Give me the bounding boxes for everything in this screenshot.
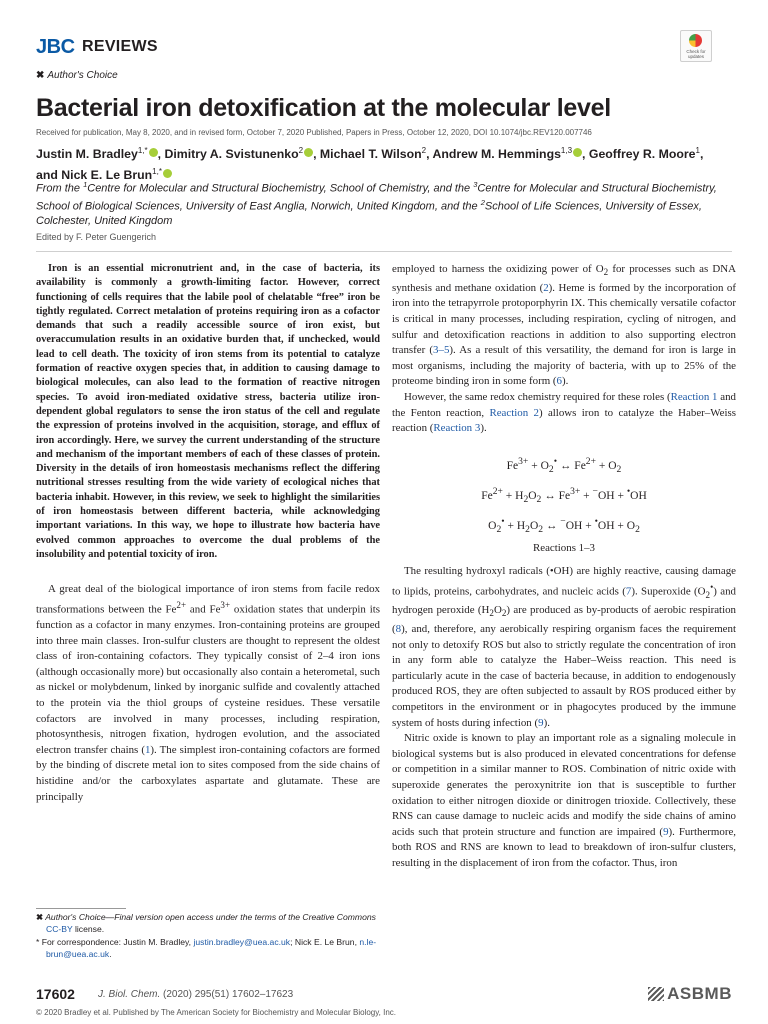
author-name[interactable]: Nick E. Le Brun <box>61 168 153 183</box>
author-list: Justin M. Bradley$^{1,*}$ , Dimitry A. Svistunenko$^2$ , Michael T. Wilson$^2$, Andrew M. Hemmings$^{1,3}$ , Geoffrey R. Moore$^1$, and Nick E. Le Brun$^{1,*}$ <box>36 146 704 183</box>
orcid-icon[interactable] <box>163 169 172 178</box>
author-name[interactable]: Dimitry A. Svistunenko <box>164 147 299 162</box>
publisher-logo: ASBMB <box>648 984 732 1004</box>
reference-link[interactable]: 1 <box>144 743 151 756</box>
journal-citation: J. Biol. Chem. (2020) 295(51) 17602–17623 <box>98 989 294 1000</box>
reference-link[interactable]: 8 <box>395 623 402 636</box>
copyright-notice: © 2020 Bradley et al. Published by The American Society for Biochemistry and Molecular Biology, Inc. <box>36 1008 396 1017</box>
page-number: 17602 <box>36 986 75 1002</box>
reference-link[interactable]: 7 <box>625 585 632 598</box>
header-divider <box>36 251 732 252</box>
footnote-divider <box>36 908 126 909</box>
reaction-link[interactable]: Reaction 1 <box>670 390 718 403</box>
journal-logo: JBC <box>36 36 75 58</box>
authors-choice-label: ✖ Author's Choice <box>36 70 118 81</box>
cc-by-link[interactable]: CC-BY <box>46 923 73 934</box>
author-name[interactable]: Justin M. Bradley <box>36 147 138 162</box>
article-title: Bacterial iron detoxification at the molecular level <box>36 94 611 122</box>
reference-link[interactable]: 9 <box>663 825 669 838</box>
reference-link[interactable]: 9 <box>538 716 544 729</box>
right-column <box>392 262 736 872</box>
authors-choice-icon: ✖ <box>36 70 45 81</box>
asbmb-icon <box>648 987 664 1001</box>
email-link[interactable]: justin.bradley@uea.ac.uk <box>193 937 291 947</box>
orcid-icon[interactable] <box>573 148 582 157</box>
left-column <box>36 262 380 805</box>
journal-header <box>36 36 732 58</box>
reaction-link[interactable]: Reaction 2 <box>489 406 539 419</box>
reaction-3: $O_2^• + H_2O_2$ ↔ $^-OH + ^•OH + O_2$ <box>488 515 640 535</box>
crossmark-icon <box>689 34 702 47</box>
orcid-icon[interactable] <box>304 148 313 157</box>
publication-history: Received for publication, May 8, 2020, and in revised form, October 7, 2020 Published, Papers in Press, October 12, 2020, DOI 10.1074/jbc.REV120.007746 <box>36 128 592 137</box>
body-paragraph: However, the same redox chemistry required for these roles (Reaction 1 and the Fenton reaction, Reaction 2) allows iron to catalyze the Haber–Weiss reaction (Reaction 3). <box>392 390 736 435</box>
reference-link[interactable]: 2 <box>543 281 549 294</box>
email-link[interactable]: n.le-brun@uea.ac.uk <box>46 937 377 959</box>
reference-link[interactable]: 6 <box>556 375 562 388</box>
abstract: Iron is an essential micronutrient and, in the case of bacteria, its availability is commonly a growth-limiting factor. However, correct functioning of cells requires that the labile pool of chelatable “free” iron be tightly regulated. Correct metalation of proteins requiring iron as a cofactor demands that such a readily accessible source of iron exist, but overaccumulation results in an oxidative burden that, if unchecked, would lead to cell death. The toxicity of iron stems from its potential to catalyze formation of reactive oxygen species that, in addition to causing damage to biological molecules, can also lead to the formation of reactive nitrogen species. To avoid iron-mediated oxidative stress, bacteria utilize iron-dependent global regulators to sense the iron status of the cell and regulate the expression of proteins involved in the acquisition, storage, and efflux of iron accordingly. Here, we survey the current understanding of the structure and mechanism of the important members of each of these classes of protein. Diversity in the details of iron homeostasis mechanisms reflect the differing nutritional stresses resulting from the wide variety of ecological niches that bacteria inhabit. However, in this review, we seek to highlight the similarities of iron homeostasis between different bacteria, while acknowledging important variations. In this way, we hope to illustrate how bacteria have evolved common approaches to overcome the dual problems of the insolubility and potential toxicity of iron. <box>36 263 380 560</box>
author-name[interactable]: Geoffrey R. Moore <box>588 147 696 162</box>
body-paragraph: A great deal of the biological importance of iron stems from facile redox transformations between the $Fe^{2+}$ and $Fe^{3+}$ oxidation states that underpin its function as a cofactor in many enzymes. Iron-containing proteins are grouped into three main classes. Iron-sulfur clusters are thought to represent the oldest class of iron-containing cofactors. They typically consist of 2–4 iron ions (although occasionally more) but occasionally also contain a heterometal, such as nickel or molybdenum, linked by inorganic sulfide and covalently attached to the protein via the thiol groups of cysteine residues. These versatile cofactors are involved in many processes, including respiration, photosynthesis, nitrogen fixation, hydrogen evolution, and the associated electron transfer chains (1). The simplest iron-containing cofactors are formed by the binding of discrete metal ion to sites composed from the side chains of histidine and/or the carboxylates aspartate and glutamate. These are principally <box>36 583 381 803</box>
orcid-icon[interactable] <box>149 148 158 157</box>
reaction-1: $Fe^{3+} + O_2^•$ ↔ $Fe^{2+} + O_2$ <box>506 455 622 475</box>
body-paragraph: employed to harness the oxidizing power of $O_2$ for processes such as DNA synthesis and methane oxidation (2). Heme is formed by the incorporation of iron into the tetrapyrrole protoporphyrin IX. This chemically versatile cofactor is critical in many processes, including respiration, cycling of nitrogen, and sulfur and detoxification reactions in addition to also supporting electron transfer (3–5). As a result of this versatility, the demand for iron is large in most organisms, including the majority of bacteria, with up to 25% of the proteome binding iron in some form (6). <box>392 263 736 388</box>
edited-by: Edited by F. Peter Guengerich <box>36 232 157 242</box>
author-name[interactable]: Michael T. Wilson <box>319 147 422 162</box>
reaction-link[interactable]: Reaction 3 <box>433 422 481 435</box>
check-for-updates-badge[interactable] <box>680 30 712 62</box>
reference-link[interactable]: 3–5 <box>433 344 450 357</box>
author-name[interactable]: Andrew M. Hemmings <box>432 147 561 162</box>
section-label: REVIEWS <box>82 38 158 55</box>
footnote-authors-choice: ✖ Author's Choice—Final version open access under the terms of the Creative Commons CC-BY license. <box>36 912 376 934</box>
reaction-2: $Fe^{2+} + H_2O_2$ ↔ $Fe^{3+} + ^-OH + ^•OH$ <box>481 485 647 505</box>
body-paragraph: The resulting hydroxyl radicals (•OH) are highly reactive, causing damage to lipids, proteins, carbohydrates, and nucleic acids (7). Superoxide $(O_2^•)$ and hydrogen peroxide $(H_2O_2)$ are produced as by-products of aerobic respiration (8), and, therefore, any aerobically respiring organism faces the requirement not only to detoxify ROS but also to strictly regulate the concentration of iron in any form able to catalyze the Haber–Weiss reaction. This need is particularly acute in the case of bacteria because, in addition to endogenously produced ROS, they are often subjected to assault by ROS produced either by competitors in the environment or in phagocytes produced by the immune system of hosts during infection (9). <box>392 565 737 729</box>
footnotes <box>36 912 380 962</box>
page-footer <box>36 986 732 1006</box>
reactions-caption: Reactions 1–3 <box>532 541 595 554</box>
affiliations: From the $^1$Centre for Molecular and Structural Biochemistry, School of Chemistry, and the $^3$Centre for Molecular and Structural Biochemistry, School of Biological Sciences, University of East Anglia, Norwich, United Kingdom, and the $^2$School of Life Sciences, University of Essex, Colchester, United Kingdom <box>36 180 717 228</box>
reaction-equations <box>392 447 736 537</box>
footnote-correspondence: * For correspondence: Justin M. Bradley, justin.bradley@uea.ac.uk; Nick E. Le Brun, n.le-brun@uea.ac.uk. <box>36 937 377 959</box>
body-paragraph: Nitric oxide is known to play an important role as a signaling molecule in biological systems but is also produced in elevated concentrations for defense or competition in a similar manner to ROS. Combination of nitric oxide with superoxide generates the peroxynitrite ion that is susceptible to further oxidation to either nitrogen dioxide or dinitrogen trioxide. Collectively, these RNS can cause damage to nucleic acids and modify the side chains of amino acids such that protein structure and function are impaired (9). Furthermore, both ROS and RNS are known to lead to breakdown of iron-sulfur clusters, resulting in the displacement of iron from the cofactor. Thus, iron <box>392 732 737 869</box>
crossmark-label: Check for updates <box>686 49 706 59</box>
